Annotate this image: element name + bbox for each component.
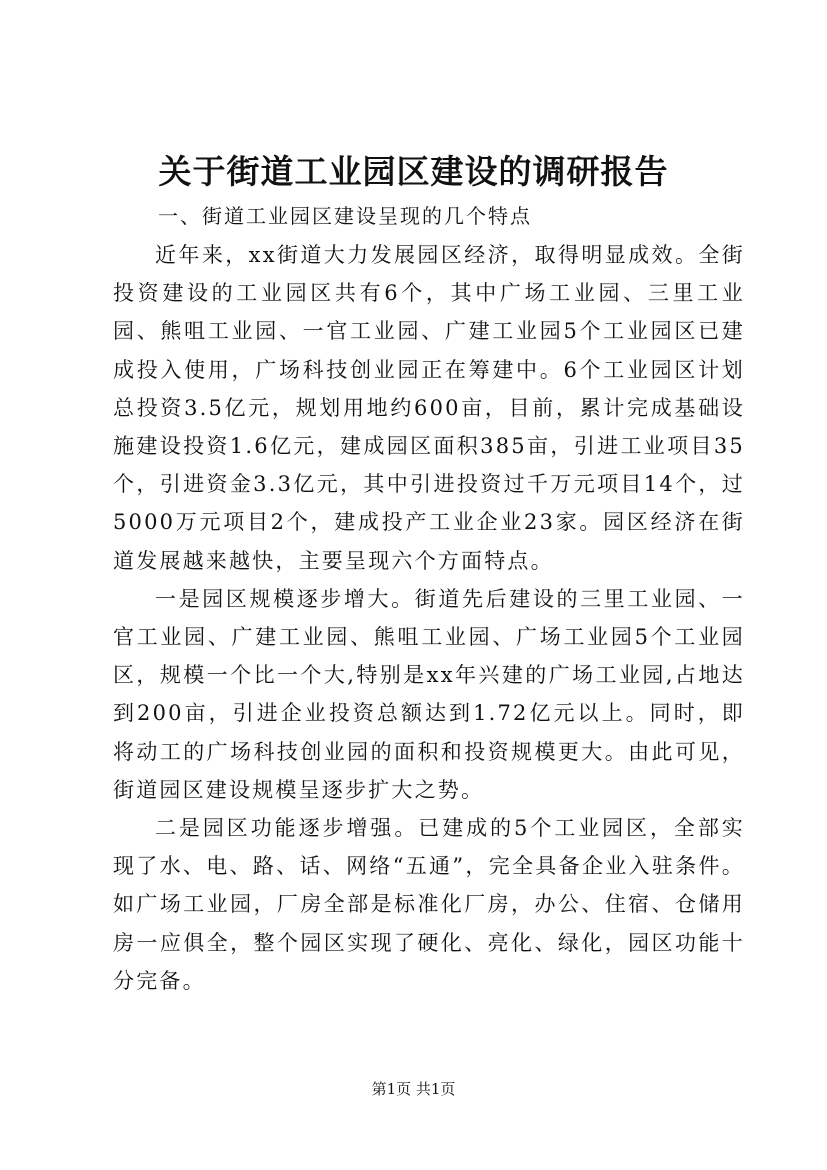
section-heading: 一、街道工业园区建设呈现的几个特点 (158, 204, 532, 228)
page-footer: 第1页 共1页 (371, 1080, 456, 1098)
paragraph-scale: 一是园区规模逐步增大。街道先后建设的三里工业园、一官工业园、广建工业园、熊咀工业园、广场工业园5个工业园区，规模一个比一个大,特别是xx年兴建的广场工业园,占地达到200亩，引进企业投资总额达到1.72亿元以上。同时，即将动工的广场科技创业园的面积和投资规模更大。由此可见，街道园区建设规模呈逐步扩大之势。 (113, 586, 745, 802)
paragraph-function: 二是园区功能逐步增强。已建成的5个工业园区，全部实现了水、电、路、话、网络“五通”，完全具备企业入驻条件。如广场工业园，厂房全部是标准化厂房，办公、住宿、仓储用房一应俱全，整个园区实现了硬化、亮化、绿化，园区功能十分完备。 (113, 816, 745, 993)
document-body (113, 236, 745, 1000)
paragraph-intro: 近年来，xx街道大力发展园区经济，取得明显成效。全街投资建设的工业园区共有6个，其中广场工业园、三里工业园、熊咀工业园、一官工业园、广建工业园5个工业园区已建成投入使用，广场科技创业园正在筹建中。6个工业园区计划总投资3.5亿元，规划用地约600亩，目前，累计完成基础设施建设投资1.6亿元，建成园区面积385亩，引进工业项目35个，引进资金3.3亿元，其中引进投资过千万元项目14个，过5000万元项目2个，建成投产工业企业23家。园区经济在街道发展越来越快，主要呈现六个方面特点。 (113, 243, 745, 573)
document-title: 关于街道工业园区建设的调研报告 (158, 152, 669, 191)
